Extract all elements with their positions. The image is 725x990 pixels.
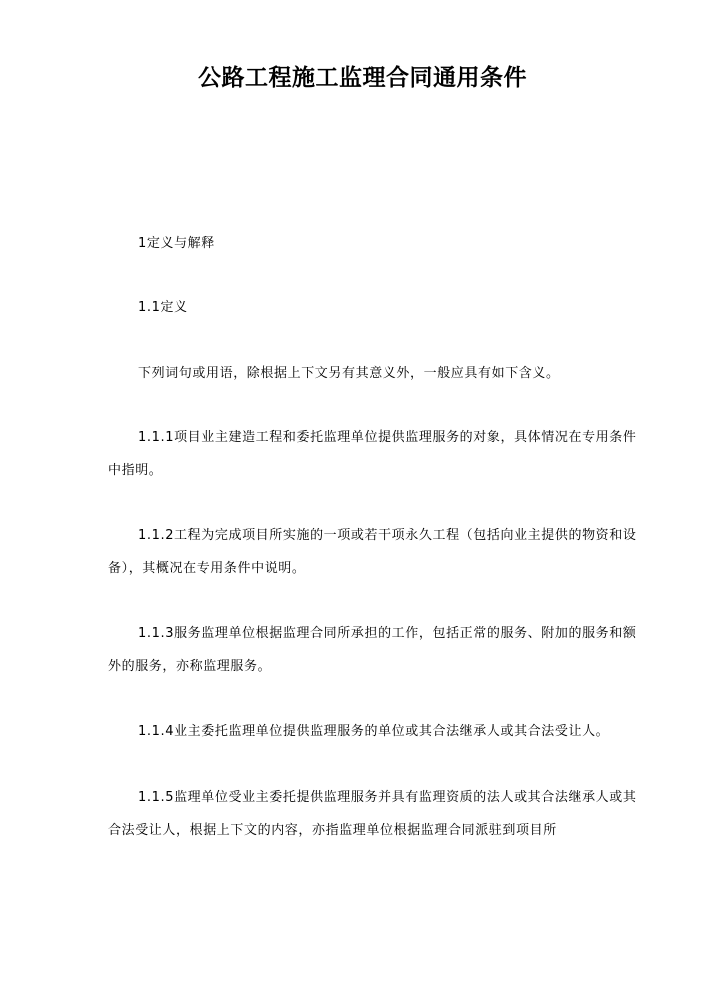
document-title: 公路工程施工监理合同通用条件 <box>198 64 527 91</box>
clause-1-1-5: 1.1.5监理单位受业主委托提供监理服务并具有监理资质的法人或其合法继承人或其合法受让人，根据上下文的内容，亦指监理单位根据监理合同派驻到项目所 <box>108 790 637 838</box>
section-heading: 1定义与解释 <box>138 236 215 251</box>
intro-paragraph: 下列词句或用语，除根据上下文另有其意义外，一般应具有如下含义。 <box>138 366 560 381</box>
clause-1-1-1: 1.1.1项目业主建造工程和委托监理单位提供监理服务的对象，具体情况在专用条件中指明。 <box>108 430 637 478</box>
clause-1-1-4: 1.1.4业主委托监理单位提供监理服务的单位或其合法继承人或其合法受让人。 <box>138 724 610 739</box>
subsection-heading: 1.1定义 <box>138 300 188 315</box>
clause-1-1-3: 1.1.3服务监理单位根据监理合同所承担的工作，包括正常的服务、附加的服务和额外的服务，亦称监理服务。 <box>108 626 637 674</box>
clause-1-1-2: 1.1.2工程为完成项目所实施的一项或若干项永久工程（包括向业主提供的物资和设备），其概况在专用条件中说明。 <box>108 528 637 576</box>
